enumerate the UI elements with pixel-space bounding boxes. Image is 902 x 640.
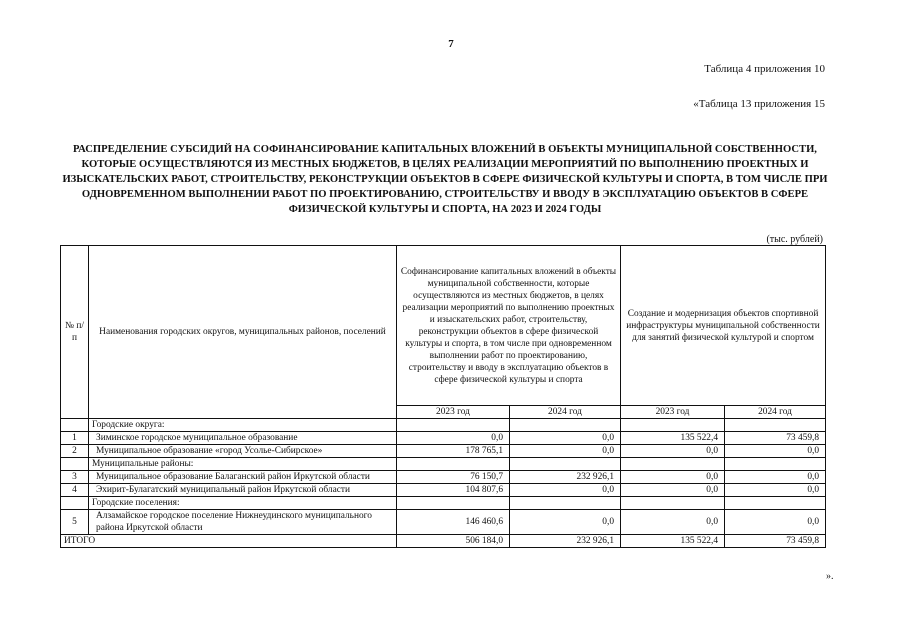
value-cell: 0,0 bbox=[510, 484, 621, 497]
row-number: 4 bbox=[61, 484, 89, 497]
value-cell: 0,0 bbox=[510, 445, 621, 458]
table-row bbox=[61, 445, 826, 458]
value-cell: 0,0 bbox=[510, 432, 621, 445]
value-cell: 0,0 bbox=[510, 510, 621, 535]
document-title: РАСПРЕДЕЛЕНИЕ СУБСИДИЙ НА СОФИНАНСИРОВАНИЕ КАПИТАЛЬНЫХ ВЛОЖЕНИЙ В ОБЪЕКТЫ МУНИЦИПАЛЬНОЙ СОБСТВЕННОСТИ, КОТОРЫЕ ОСУЩЕСТВЛЯЮТСЯ ИЗ МЕСТНЫХ БЮДЖЕТОВ, В ЦЕЛЯХ РЕАЛИЗАЦИИ МЕРОПРИЯТИЙ ПО ВЫПОЛНЕНИЮ ПРОЕКТНЫХ И ИЗЫСКАТЕЛЬСКИХ РАБОТ, СТРОИТЕЛЬСТВУ, РЕКОНСТРУКЦИИ ОБЪЕКТОВ В СФЕРЕ ФИЗИЧЕСКОЙ КУЛЬТУРЫ И СПОРТА, В ТОМ ЧИСЛЕ ПРИ ОДНОВРЕМЕННОМ ВЫПОЛНЕНИИ РАБОТ ПО ПРОЕКТИРОВАНИЮ, СТРОИТЕЛЬСТВУ И ВВОДУ В ЭКСПЛУАТАЦИЮ ОБЪЕКТОВ В СФЕРЕ ФИЗИЧЕСКОЙ КУЛЬТУРЫ И СПОРТА, НА 2023 И 2024 ГОДЫ bbox=[62, 144, 828, 215]
row-number: 5 bbox=[61, 510, 89, 535]
table-row bbox=[61, 484, 826, 497]
value-cell: 135 522,4 bbox=[621, 432, 725, 445]
value-cell: 76 150,7 bbox=[397, 471, 510, 484]
total-label: ИТОГО bbox=[61, 535, 397, 548]
group-label-urban-settlements: Городские поселения: bbox=[89, 497, 397, 510]
row-number: 3 bbox=[61, 471, 89, 484]
value-cell: 0,0 bbox=[397, 432, 510, 445]
value-cell: 73 459,8 bbox=[725, 432, 826, 445]
value-cell: 178 765,1 bbox=[397, 445, 510, 458]
row-number: 2 bbox=[61, 445, 89, 458]
value-cell: 0,0 bbox=[725, 471, 826, 484]
value-cell: 0,0 bbox=[621, 484, 725, 497]
total-value: 506 184,0 bbox=[397, 535, 510, 548]
year-header: 2024 год bbox=[725, 406, 826, 419]
total-value: 135 522,4 bbox=[621, 535, 725, 548]
value-cell: 146 460,6 bbox=[397, 510, 510, 535]
value-cell: 0,0 bbox=[621, 510, 725, 535]
year-header: 2024 год bbox=[510, 406, 621, 419]
value-cell: 0,0 bbox=[725, 484, 826, 497]
year-header: 2023 год bbox=[397, 406, 510, 419]
year-header: 2023 год bbox=[621, 406, 725, 419]
value-cell: 232 926,1 bbox=[510, 471, 621, 484]
group-label-municipal-districts: Муниципальные районы: bbox=[89, 458, 397, 471]
group-row bbox=[61, 419, 826, 432]
header-cofinancing: Софинансирование капитальных вложений в объекты муниципальной собственности, которые осуществляются из местных бюджетов, в целях реализации мероприятий по выполнению проектных и изыскательских работ, строительству, реконструкции объектов в сфере физической культуры и спорта, в том числе при одновременном выполнении работ по проектированию, строительству и вводу в эксплуатацию объектов в сфере физической культуры и спорта bbox=[397, 246, 621, 406]
row-name: Зиминское городское муниципальное образование bbox=[89, 432, 397, 445]
table-reference-line-1: Таблица 4 приложения 10 bbox=[704, 63, 825, 75]
closing-quote-mark: ». bbox=[826, 571, 834, 582]
total-row bbox=[61, 535, 826, 548]
value-cell: 0,0 bbox=[621, 445, 725, 458]
value-cell: 104 807,6 bbox=[397, 484, 510, 497]
header-number: № п/п bbox=[61, 246, 89, 419]
value-cell: 0,0 bbox=[725, 445, 826, 458]
row-name: Эхирит-Булагатский муниципальный район Иркутской области bbox=[89, 484, 397, 497]
value-cell: 0,0 bbox=[621, 471, 725, 484]
row-number: 1 bbox=[61, 432, 89, 445]
table-row bbox=[61, 432, 826, 445]
total-value: 232 926,1 bbox=[510, 535, 621, 548]
row-name: Муниципальное образование «город Усолье-Сибирское» bbox=[89, 445, 397, 458]
table-reference-line-2: «Таблица 13 приложения 15 bbox=[693, 98, 825, 110]
row-name: Алзамайское городское поселение Нижнеудинского муниципального района Иркутской области bbox=[89, 510, 397, 535]
header-sports-infrastructure: Создание и модернизация объектов спортивной инфраструктуры муниципальной собственности для занятий физической культурой и спортом bbox=[621, 246, 826, 406]
row-name: Муниципальное образование Балаганский район Иркутской области bbox=[89, 471, 397, 484]
group-row bbox=[61, 458, 826, 471]
page-number: 7 bbox=[448, 38, 454, 50]
subsidy-table bbox=[60, 245, 826, 548]
header-name: Наименования городских округов, муниципальных районов, поселений bbox=[89, 246, 397, 419]
table-row bbox=[61, 471, 826, 484]
value-cell: 0,0 bbox=[725, 510, 826, 535]
total-value: 73 459,8 bbox=[725, 535, 826, 548]
header-row bbox=[61, 246, 826, 406]
group-label-urban-districts: Городские округа: bbox=[89, 419, 397, 432]
table-row bbox=[61, 510, 826, 535]
units-label: (тыс. рублей) bbox=[766, 234, 823, 245]
group-row bbox=[61, 497, 826, 510]
